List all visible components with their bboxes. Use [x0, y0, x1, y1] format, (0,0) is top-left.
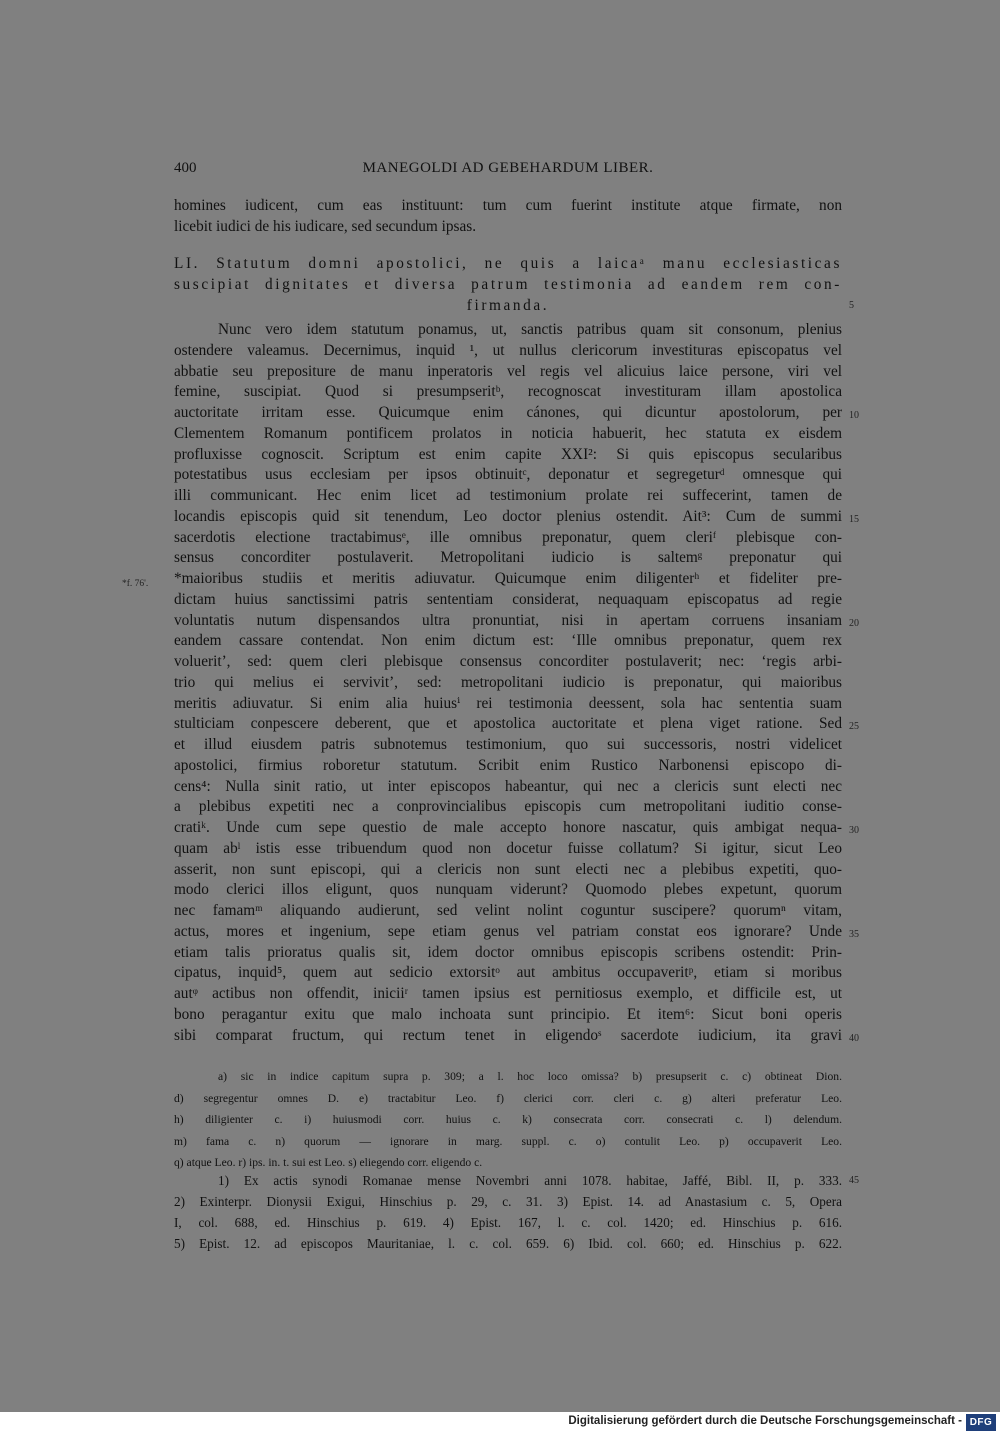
line-number-40: 40 — [849, 1033, 859, 1044]
text-line: illi communicant. Hec enim licet ad testimonium prolate rei suffecerint, tamen de — [174, 487, 842, 504]
page-number: 400 — [174, 160, 197, 176]
text-line: etiam talis prioratus qualis sit, idem doctor omnibus episcopis scribens ostendit: Prin- — [174, 943, 842, 961]
line-number-45: 45 — [849, 1175, 859, 1186]
running-head: MANEGOLDI AD GEBEHARDUM LIBER. — [362, 160, 654, 176]
source-notes — [174, 1170, 842, 1254]
text-line: eandem cassare contendat. Non enim dictum est: ‘Ille omnibus preponatur, quem rex — [174, 632, 842, 650]
text-line: cipatus, inquid⁵, quem aut sedicio extorsitᵒ aut ambitus occupaveritᵖ, etiam si moribus — [174, 964, 842, 982]
heading-line: firmanda. — [466, 296, 550, 314]
source-note-line: 1) Ex actis synodi Romanae mense Novembri anni 1078. habitae, Jaffé, Bibl. II, p. 333. — [218, 1173, 842, 1188]
line-number-30: 30 — [849, 825, 859, 836]
text-line: locandis episcopis quid sit tenendum, Leo doctor plenius ostendit. Ait³: Cum de summi — [174, 507, 842, 525]
text-line: cratiᵏ. Unde cum sepe questio de male accepto honore nascatur, quis ambigat nequa- — [174, 819, 842, 836]
text-line: licebit iudici de his iudicare, sed secundum ipsas. — [174, 217, 477, 235]
line-number-25: 25 — [849, 721, 859, 732]
page-header — [174, 160, 842, 182]
text-line: profluxisse cognoscit. Scriptum est enim capite XXI²: Si quis episcopus secularibus — [174, 445, 842, 463]
text-line: trio qui melius ei servivit’, sed: metropolitani iudicio is preponatur, qui maioribus — [174, 673, 842, 691]
text-line: potestatibus usus ecclesiam per ipsos obtinuitᶜ, deponatur et segregeturᵈ omnesque qui — [174, 466, 842, 484]
main-body — [174, 320, 842, 1046]
line-number-5: 5 — [849, 300, 854, 311]
text-line: auctoritate irritam esse. Quicumque enim cánones, qui dicuntur apostolorum, per — [174, 404, 842, 421]
footer-bar — [0, 1412, 1000, 1434]
text-line: a plebibus expetiti nec a conprovincialibus episcopis cum metropolitani iuditio conse- — [174, 798, 842, 816]
footnote-line: q) atque Leo. r) ips. in. t. sui est Leo. s) eliegendo corr. eligendo c. — [174, 1156, 483, 1169]
text-line: ostendere valeamus. Decernimus, inquid ¹, ut nullus clericorum investituras episcopatus vel — [174, 341, 842, 359]
text-line: autᵠ actibus non offendit, iniciiʳ tamen ipsius est pernitiosus exemplo, et difficile est, ut — [174, 985, 842, 1002]
text-line: dictam huius sanctissimi patris sententiam considerat, nequaquam episcopatus ad regie — [174, 590, 842, 608]
footnote-line: a) sic in indice capitum supra p. 309; a l. hoc loco omissa? b) presupserit c. c) obtineat Dion. — [218, 1070, 842, 1083]
text-line: Clementem Romanum pontificem prolatos in noticia habuerit, hec statuta ex eisdem — [174, 424, 842, 442]
text-line: bono peragantur exitu que malo inchoata sunt principio. Et item⁶: Sicut boni operis — [174, 1005, 842, 1023]
footnote-line: h) diligienter c. i) huiusmodi corr. huius c. k) consecrata corr. consecrati c. l) delendum. — [174, 1113, 842, 1126]
line-number-35: 35 — [849, 929, 859, 940]
source-note-line: 2) Exinterpr. Dionysii Exigui, Hinschius p. 29, c. 31. 3) Epist. 14. ad Anastasium c. 5, Opera — [174, 1194, 842, 1209]
text-line: voluerit’, sed: quem cleri plebisque consensus concorditer postulaverit; nec: ‘regis arbi- — [174, 653, 842, 670]
text-line: *maioribus studiis et meritis adiuvatur. Quicumque enim diligenterʰ et fideliter pre- — [174, 570, 842, 587]
chapter-heading — [174, 254, 842, 316]
text-line: stulticiam conpescere deberent, que et apostolica auctoritate et plena viget ratione. Sed — [174, 715, 842, 733]
critical-apparatus — [174, 1066, 842, 1174]
text-line: modo clerici illos eligunt, quos nunquam viderunt? Quomodo plebes expetunt, quorum — [174, 881, 842, 899]
text-line: voluntatis nutum dispensandos ultra pronuntiat, nisi in apertam corruens insaniam — [174, 611, 842, 629]
opening-paragraph — [174, 196, 842, 238]
text-line: homines iudicent, cum eas instituunt: tum cum fuerint institute atque firmate, non — [174, 197, 842, 214]
funding-credit: Digitalisierung gefördert durch die Deutsche Forschungsgemeinschaft - — [568, 1415, 962, 1427]
text-line: nec famamᵐ aliquando audierunt, sed velint nolint coguntur suscipere? quorumⁿ vitam, — [174, 902, 842, 919]
heading-line: suscipiat dignitates et diversa patrum testimonia ad eandem rem con- — [174, 275, 842, 293]
text-line: et illud eiusdem patris subnotemus testimonium, quo sui successoris, nostri videlicet — [174, 736, 842, 753]
line-number-10: 10 — [849, 410, 859, 421]
text-line: sibi comparat fructum, qui rectum tenet in eligendoˢ sacerdote iudicium, ita gravi — [174, 1026, 842, 1044]
text-line: actus, mores et ingenium, sepe etiam genus vel patriam constat eos ignorare? Unde — [174, 922, 842, 940]
text-line: quam abˡ istis esse tribuendum quod non docetur fuisse collatum? Si igitur, sicut Leo — [174, 839, 842, 857]
source-note-line: I, col. 688, ed. Hinschius p. 619. 4) Epist. 167, l. c. col. 1420; ed. Hinschius p. 616. — [174, 1215, 842, 1230]
text-line: sacerdotis electione tractabimusᵉ, ille omnibus preponatur, quem cleriᶠ plebisque con- — [174, 528, 842, 546]
source-note-line: 5) Epist. 12. ad episcopos Mauritaniae, l. c. col. 659. 6) Ibid. col. 660; ed. Hinschius p. 622. — [174, 1236, 842, 1251]
text-line: Nunc vero idem statutum ponamus, ut, sanctis patribus quam sit consonum, plenius — [218, 321, 842, 338]
text-line: meritis adiuvatur. Si enim alia huiusⁱ rei testimonia deessent, sola hac sententia suam — [174, 694, 842, 712]
text-line: apostolici, firmius roboretur statutum. Scribit enim Rustico Narbonensi episcopo di- — [174, 756, 842, 774]
footnote-line: d) segregentur omnes D. e) tractabitur Leo. f) clerici corr. cleri c. g) alteri preferatur Leo. — [174, 1091, 842, 1105]
text-line: femine, suscipiat. Quod si presumpseritᵇ, recognoscat investituram illam apostolica — [174, 383, 842, 401]
folio-marker: *f. 76'. — [122, 579, 149, 589]
line-number-15: 15 — [849, 514, 859, 525]
heading-line: LI. Statutum domni apostolici, ne quis a laicaᵃ manu ecclesiasticas — [174, 255, 842, 272]
footnote-line: m) fama c. n) quorum — ignorare in marg. suppl. c. o) contulit Leo. p) occupaverit Leo. — [174, 1134, 842, 1148]
dfg-logo: DFG — [966, 1414, 996, 1431]
text-line: sensus concorditer postulaverit. Metropolitani iudicio is saltemᵍ preponatur qui — [174, 549, 842, 567]
text-line: cens⁴: Nulla sinit ratio, ut inter episcopos habeantur, qui nec a clericis sunt electi nec — [174, 777, 842, 795]
line-number-20: 20 — [849, 618, 859, 629]
text-line: abbatie seu prepositure de manu inperatoris vel regis vel alicuius laice persone, viri vel — [174, 362, 842, 380]
text-line: asserit, non sunt episcopi, qui a clericis non sunt electi nec a plebibus expetiti, quo- — [174, 860, 842, 878]
